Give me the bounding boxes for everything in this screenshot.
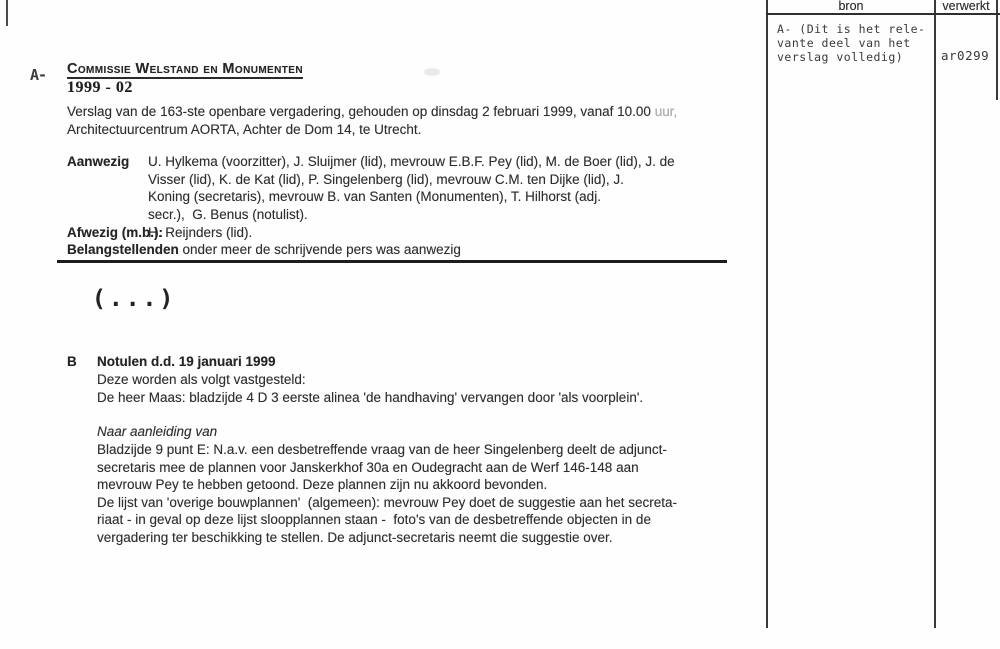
interested-value: onder meer de schrijvende pers was aanwezig bbox=[178, 242, 461, 257]
attendance-label: Aanwezig bbox=[67, 154, 130, 169]
paragraph-line: riaat - in geval op deze lijst sloopplannen staan - foto's van de desbetreffende objecten in de bbox=[97, 512, 651, 527]
bron-note bbox=[777, 23, 925, 64]
section-divider-rule bbox=[57, 260, 727, 263]
document-number: 1999 - 02 bbox=[67, 79, 133, 96]
intro-line-1-text: Verslag van de 163-ste openbare vergadering, gehouden op dinsdag 2 februari 1999, vanaf 10.00 bbox=[67, 104, 655, 119]
intro-line-1 bbox=[67, 103, 677, 121]
scan-artifact-mark bbox=[6, 0, 8, 26]
attendance-list bbox=[148, 153, 675, 223]
interested-row bbox=[67, 241, 461, 259]
table-header-rule bbox=[766, 13, 1000, 15]
paragraph-line: Bladzijde 9 punt E: N.a.v. een desbetreffende vraag van de heer Singelenberg deelt de adjunct- bbox=[97, 442, 667, 457]
bron-note-line: A- (Dit is het rele- bbox=[777, 22, 926, 36]
absent-label: Afwezig (m.b.): bbox=[67, 225, 163, 240]
attendance-line: Koning (secretaris), mevrouw B. van Santen (Monumenten), T. Hilhorst (adj. bbox=[148, 189, 601, 204]
table-header-verwerkt: verwerkt bbox=[942, 0, 990, 13]
intro-line-1-faded-text: uur, bbox=[654, 104, 678, 119]
attendance-line: U. Hylkema (voorzitter), J. Sluijmer (lid), mevrouw E.B.F. Pey (lid), M. de Boer (lid), J. de bbox=[148, 154, 675, 169]
attendance-line: secr.), G. Benus (notulist). bbox=[148, 206, 308, 222]
section-b-subheading: Naar aanleiding van bbox=[97, 424, 218, 439]
intro-paragraph bbox=[67, 103, 677, 138]
verwerkt-code: ar0299 bbox=[941, 48, 990, 63]
section-b-paragraph-2 bbox=[97, 441, 677, 546]
omission-ellipsis: (...) bbox=[92, 286, 177, 312]
table-border-right bbox=[996, 0, 998, 100]
section-b-paragraph-1 bbox=[97, 371, 643, 406]
bron-note-line: verslag volledig) bbox=[777, 49, 904, 64]
paragraph-line: Deze worden als volgt vastgesteld: bbox=[97, 372, 306, 387]
interested-label: Belangstellenden bbox=[67, 242, 179, 257]
document-title: Commissie Welstand en Monumenten bbox=[67, 61, 303, 77]
table-header-bron: bron bbox=[838, 0, 864, 13]
absent-value: H. Reijnders (lid). bbox=[148, 225, 253, 240]
section-b-letter: B bbox=[67, 354, 77, 369]
intro-line-2: Architectuurcentrum AORTA, Achter de Dom 14, te Utrecht. bbox=[67, 121, 422, 137]
margin-section-mark: A- bbox=[30, 66, 47, 84]
paragraph-line: secretaris mee de plannen voor Janskerkhof 30a en Oudegracht aan de Werf 146-148 aan bbox=[97, 459, 639, 475]
paragraph-line: De lijst van 'overige bouwplannen' (algemeen): mevrouw Pey doet de suggestie aan het secreta- bbox=[97, 494, 677, 510]
paragraph-line: vergadering ter beschikking te stellen. De adjunct-secretaris neemt die suggestie over. bbox=[97, 529, 613, 545]
paragraph-line: De heer Maas: bladzijde 4 D 3 eerste alinea 'de handhaving' vervangen door 'als voorplein'. bbox=[97, 389, 644, 405]
bron-note-line: vante deel van het bbox=[777, 35, 911, 50]
section-b-heading: Notulen d.d. 19 januari 1999 bbox=[97, 354, 276, 369]
scan-smudge bbox=[424, 68, 440, 76]
table-border-left bbox=[766, 0, 768, 628]
attendance-line: Visser (lid), K. de Kat (lid), P. Singelenberg (lid), mevrouw C.M. ten Dijke (lid), J. bbox=[148, 171, 624, 187]
table-border-middle bbox=[934, 0, 936, 628]
paragraph-line: mevrouw Pey te hebben getoond. Deze plannen zijn nu akkoord bevonden. bbox=[97, 477, 548, 492]
